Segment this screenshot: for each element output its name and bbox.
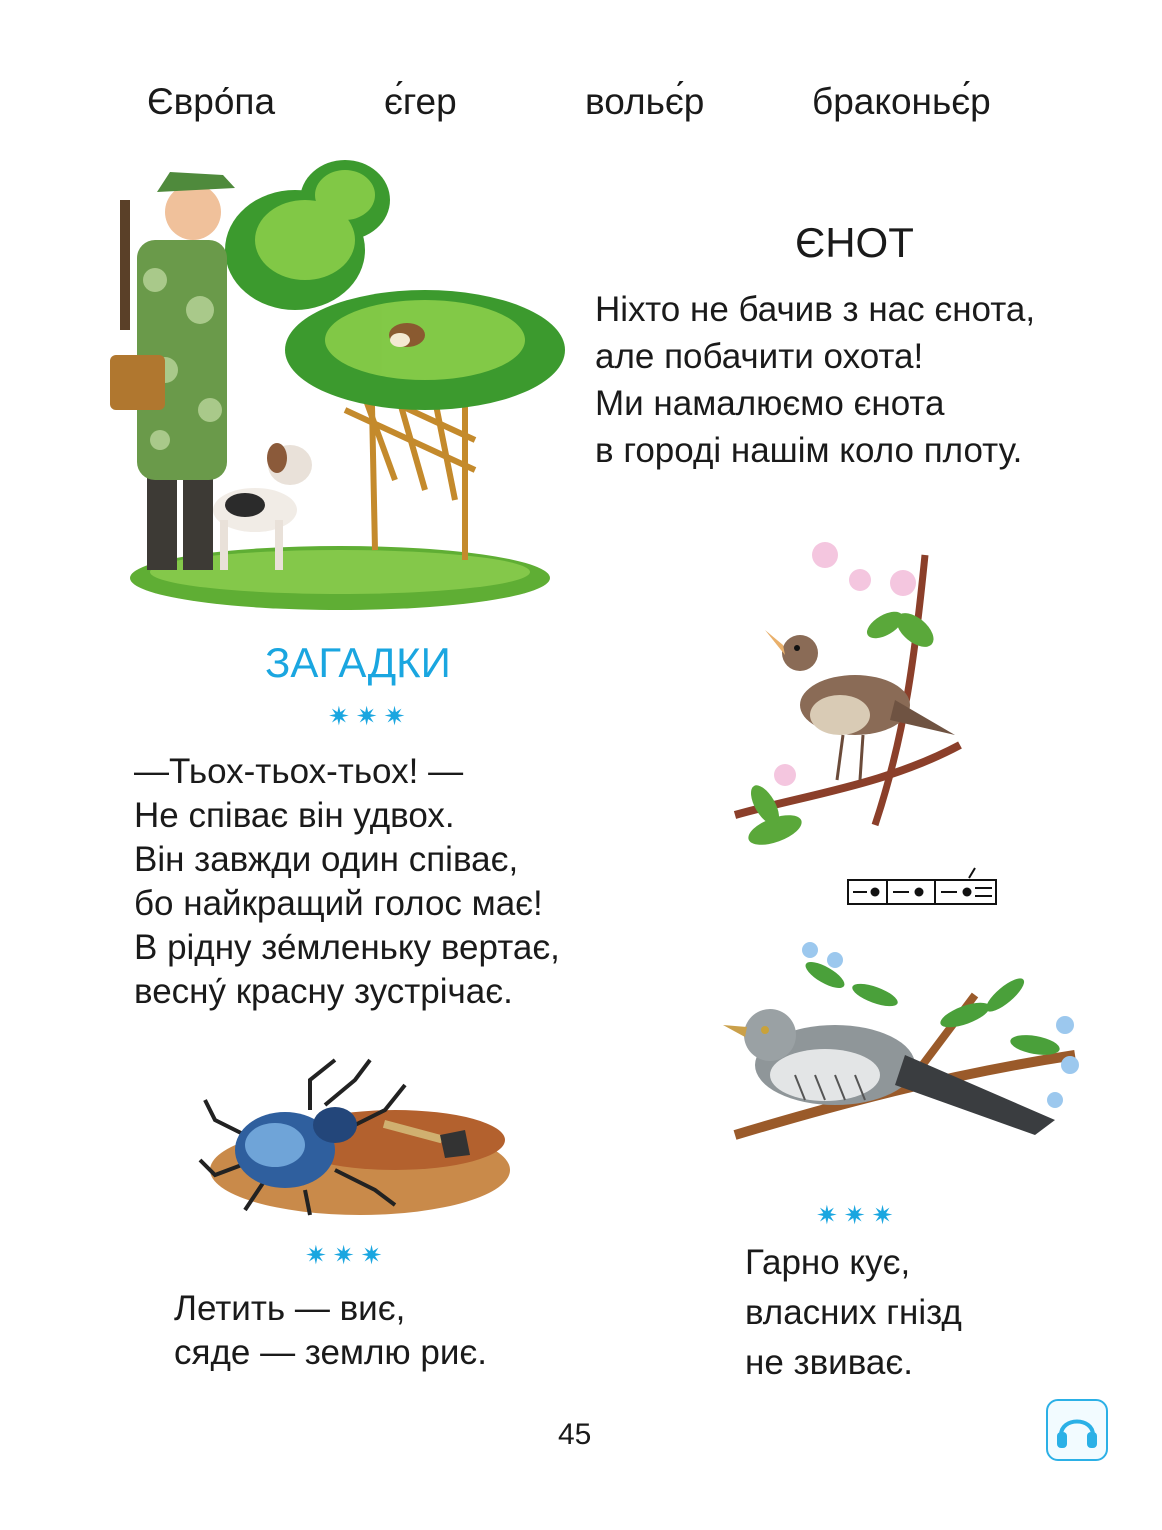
riddle-line: сяде — землю риє. [174, 1333, 487, 1372]
riddle-line: не звиває. [745, 1343, 913, 1382]
vocab-word: браконьє́р [812, 81, 991, 122]
sound-scheme [847, 866, 999, 910]
riddle-nightingale [134, 750, 560, 1014]
poem-line: Ми намалюємо єнота [595, 384, 945, 423]
riddle-line: Він завжди один співає, [134, 840, 519, 879]
poem-line: Ніхто не бачив з нас єнота, [595, 290, 1036, 329]
riddle-line: Не співає він удвох. [134, 796, 455, 835]
headphones-icon [1048, 1401, 1106, 1459]
riddle-line: Летить — виє, [174, 1289, 406, 1328]
vocab-word: Євро́па [147, 81, 276, 122]
huntsman-with-dog-icon [95, 140, 585, 620]
riddle-line: власних гнізд [745, 1293, 962, 1332]
riddles-title: ЗАГАДКИ [265, 639, 451, 686]
riddle-cuckoo [745, 1238, 962, 1388]
poem-line: в городі нашім коло плоту. [595, 431, 1023, 470]
poem-title: ЄНОТ [795, 219, 914, 266]
vocab-word: є́гер [384, 81, 457, 122]
riddle-line: Гарно кує, [745, 1243, 911, 1282]
vocab-word: вольє́р [585, 81, 705, 122]
cuckoo-icon [715, 935, 1095, 1185]
riddle-line: В рідну зе́мленьку вертає, [134, 928, 560, 967]
poem-text [595, 286, 1035, 474]
beetle-icon [195, 1040, 515, 1220]
stars-divider: ✷✷✷ [328, 701, 412, 731]
riddle-line: бо найкращий голос має! [134, 884, 543, 923]
riddle-line: весну́ красну зустрічає. [134, 972, 513, 1011]
poem-line: але побачити охота! [595, 337, 924, 376]
riddle-beetle [174, 1287, 487, 1375]
stars-divider: ✷✷✷ [305, 1240, 389, 1270]
audio-button[interactable] [1046, 1399, 1108, 1461]
stars-divider: ✷✷✷ [816, 1200, 900, 1230]
page-number: 45 [558, 1418, 592, 1451]
riddle-line: —Тьох-тьох-тьох! — [134, 752, 464, 791]
nightingale-icon [725, 535, 970, 855]
